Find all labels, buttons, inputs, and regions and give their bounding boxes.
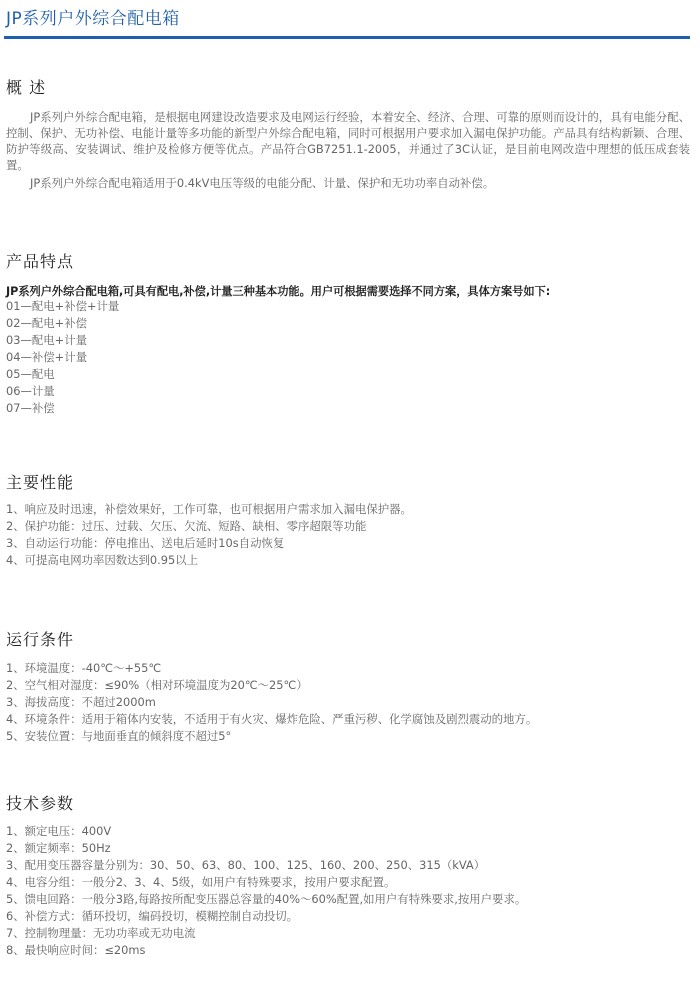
- performance-item: 4、可提高电网功率因数达到0.95以上: [6, 553, 199, 567]
- specs-list: [6, 823, 690, 959]
- scheme-item: 06—计量: [6, 384, 55, 398]
- performance-item: 3、自动运行功能：停电推出、送电后延时10s自动恢复: [6, 536, 285, 550]
- spec-item: 6、补偿方式：循环投切，编码投切，模糊控制自动投切。: [6, 909, 299, 923]
- features-lead: JP系列户外综合配电箱,可具有配电,补偿,计量三种基本功能。用户可根据需要选择不同方案，具体方案号如下:: [6, 285, 551, 298]
- condition-item: 4、环境条件：适用于箱体内安装，不适用于有火灾、爆炸危险、严重污秽、化学腐蚀及剧烈震动的地方。: [6, 712, 538, 726]
- scheme-item: 01—配电+补偿+计量: [6, 299, 120, 313]
- title-divider: [4, 36, 690, 39]
- spec-item: 3、配用变压器容量分别为：30、50、63、80、100、125、160、200、250、315（kVA）: [6, 858, 486, 872]
- performance-item: 2、保护功能：过压、过载、欠压、欠流、短路、缺相、零序超限等功能: [6, 519, 367, 533]
- performance-heading: 主要性能: [6, 473, 75, 492]
- spec-item: 5、馈电回路：一般分3路,每路按所配变压器总容量的40%～60%配置,如用户有特殊要求,按用户要求。: [6, 892, 527, 906]
- spec-item: 1、额定电压：400V: [6, 824, 112, 838]
- conditions-heading: 运行条件: [6, 630, 75, 649]
- scheme-item: 02—配电+补偿: [6, 316, 87, 330]
- scheme-item: 07—补偿: [6, 401, 55, 415]
- overview-heading: 概 述: [6, 78, 47, 97]
- page-title: JP系列户外综合配电箱: [6, 9, 180, 29]
- specs-heading: 技术参数: [6, 794, 75, 813]
- scheme-item: 04—补偿+计量: [6, 350, 87, 364]
- condition-item: 5、安装位置：与地面垂直的倾斜度不超过5°: [6, 729, 232, 743]
- scheme-item: 05—配电: [6, 367, 55, 381]
- features-heading: 产品特点: [6, 252, 75, 271]
- spec-item: 2、额定频率：50Hz: [6, 841, 111, 855]
- performance-item: 1、响应及时迅速，补偿效果好，工作可靠，也可根据用户需求加入漏电保护器。: [6, 502, 412, 516]
- condition-item: 1、环境温度：-40℃～+55℃: [6, 661, 162, 675]
- overview-paragraph-1: JP系列户外综合配电箱，是根据电网建设改造要求及电网运行经验，本着安全、经济、合理、可靠的原则而设计的，具有电能分配、控制、保护、无功补偿、电能计量等多功能的新型户外综合配电箱，同时可根据用户要求加入漏电保护功能。产品具有结构新颖、合理、防护等级高、安装调试、维护及检修方便等优点。产品符合GB7251.1-2005，并通过了3C认证，是目前电网改造中理想的低压成套装置。: [6, 110, 690, 172]
- scheme-list: [6, 298, 690, 417]
- condition-item: 2、空气相对湿度：≤90%（相对环境温度为20℃～25℃）: [6, 678, 308, 692]
- scheme-item: 03—配电+计量: [6, 333, 87, 347]
- overview-paragraph-2: JP系列户外综合配电箱适用于0.4kV电压等级的电能分配、计量、保护和无功功率自动补偿。: [30, 176, 495, 190]
- spec-item: 7、控制物理量：无功功率或无功电流: [6, 926, 196, 940]
- conditions-list: [6, 660, 690, 745]
- performance-list: [6, 501, 690, 569]
- spec-item: 8、最快响应时间：≤20ms: [6, 943, 146, 957]
- condition-item: 3、海拔高度：不超过2000m: [6, 695, 156, 709]
- spec-item: 4、电容分组：一般分2、3、4、5级，如用户有特殊要求，按用户要求配置。: [6, 875, 396, 889]
